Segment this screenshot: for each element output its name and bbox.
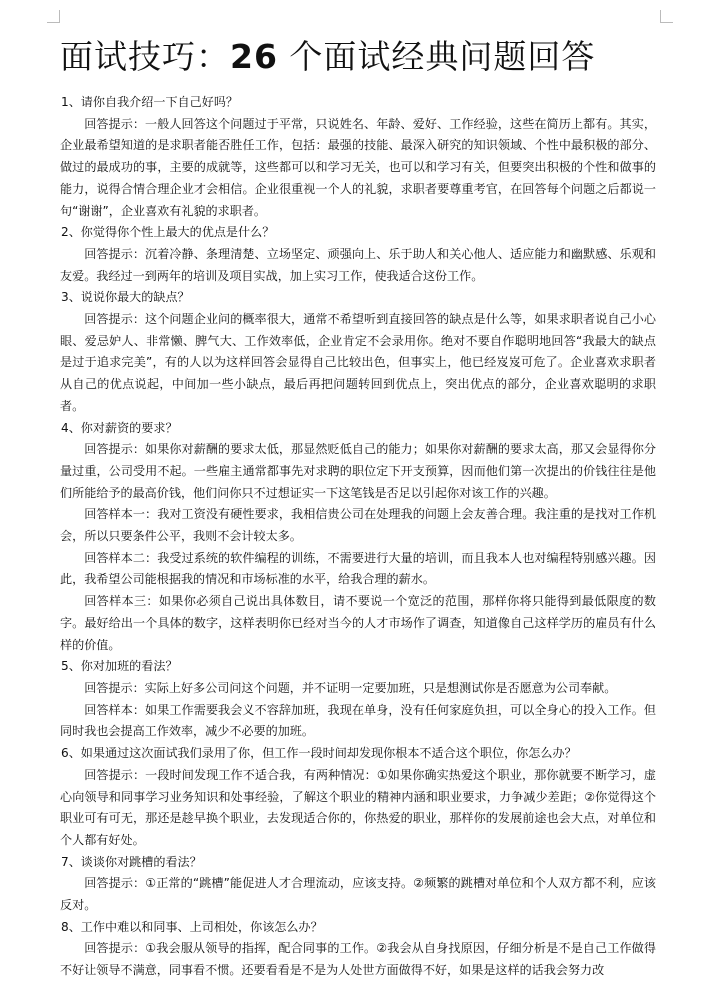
page-corner-mark-right <box>660 10 673 23</box>
title-prefix: 面试技巧： <box>60 37 230 76</box>
question-heading: 3、说说你最大的缺点？ <box>61 290 190 305</box>
answer-paragraph: 回答提示：沉着冷静、条理清楚、立场坚定、顽强向上、乐于助人和关心他人、适应能力和幽默感、乐观和友爱。我经过一到两年的培训及项目实战，加上实习工作，使我适合这份工作。 <box>60 246 656 283</box>
page-corner-mark-left <box>47 10 60 23</box>
document-page <box>60 34 656 982</box>
answer-paragraph: 回答提示：实际上好多公司问这个问题，并不证明一定要加班，只是想测试你是否愿意为公司奉献。 <box>84 680 617 695</box>
answer-paragraph: 回答样本二：我受过系统的软件编程的训练，不需要进行大量的培训，而且我本人也对编程特别感兴趣。因此，我希望公司能根据我的情况和市场标准的水平，给我合理的薪水。 <box>60 550 656 587</box>
question-heading: 4、你对薪资的要求？ <box>61 420 178 435</box>
question-heading: 5、你对加班的看法？ <box>61 659 178 674</box>
answer-paragraph: 回答提示：①我会服从领导的指挥，配合同事的工作。②我会从自身找原因，仔细分析是不是自己工作做得不好让领导不满意，同事看不惯。还要看看是不是为人处世方面做得不好，如果是这样的话我会努力改 <box>60 941 656 978</box>
question-heading: 7、谈谈你对跳槽的看法？ <box>61 854 202 869</box>
answer-paragraph: 回答提示：一段时间发现工作不适合我，有两种情况：①如果你确实热爱这个职业，那你就要不断学习，虚心向领导和同事学习业务知识和处事经验，了解这个职业的精神内涵和职业要求，力争减少差距；②你觉得这个职业可有可无，那还是趁早换个职业，去发现适合你的，你热爱的职业，那样你的发展前途也会大点，对单位和个人都有好处。 <box>60 767 656 847</box>
answer-paragraph: 回答提示：如果你对薪酬的要求太低，那显然贬低自己的能力；如果你对薪酬的要求太高，那又会显得你分量过重，公司受用不起。一些雇主通常都事先对求聘的职位定下开支预算，因而他们第一次提出的价钱往往是他们所能给予的最高价钱，他们问你只不过想证实一下这笔钱是否足以引起你对该工作的兴趣。 <box>60 442 656 500</box>
question-heading: 2、你觉得你个性上最大的优点是什么？ <box>61 225 275 240</box>
answer-paragraph: 回答样本一：我对工资没有硬性要求，我相信贵公司在处理我的问题上会友善合理。我注重的是找对工作机会，所以只要条件公平，我则不会计较太多。 <box>60 507 656 544</box>
answer-paragraph: 回答样本：如果工作需要我会义不容辞加班，我现在单身，没有任何家庭负担，可以全身心的投入工作。但同时我也会提高工作效率，减少不必要的加班。 <box>60 702 656 739</box>
question-heading: 1、请你自我介绍一下自己好吗？ <box>61 95 239 109</box>
question-heading: 6、如果通过这次面试我们录用了你，但工作一段时间却发现你根本不适合这个职位，你怎么办？ <box>61 746 577 761</box>
answer-paragraph: 回答提示：①正常的“跳槽”能促进人才合理流动，应该支持。②频繁的跳槽对单位和个人双方都不利，应该反对。 <box>60 876 656 913</box>
document-body <box>60 92 656 982</box>
answer-paragraph: 回答提示：这个问题企业问的概率很大，通常不希望听到直接回答的缺点是什么等，如果求职者说自己小心眼、爱忌妒人、非常懒、脾气大、工作效率低，企业肯定不会录用你。绝对不要自作聪明地回答“我最大的缺点是过于追求完美”，有的人以为这样回答会显得自己比较出色，但事实上，他已经岌岌可危了。企业喜欢求职者从自己的优点说起，中间加一些小缺点，最后再把问题转回到优点上，突出优点的部分，企业喜欢聪明的求职者。 <box>60 312 656 413</box>
question-heading: 8、工作中难以和同事、上司相处，你该怎么办？ <box>61 919 323 934</box>
answer-paragraph: 回答样本三：如果你必须自己说出具体数目，请不要说一个宽泛的范围，那样你将只能得到最低限度的数字。最好给出一个具体的数字，这样表明你已经对当今的人才市场作了调查，知道像自己这样学历的雇员有什么样的价值。 <box>60 594 656 652</box>
title-number: 26 <box>230 37 278 76</box>
answer-paragraph: 回答提示：一般人回答这个问题过于平常，只说姓名、年龄、爱好、工作经验，这些在简历上都有。其实，企业最希望知道的是求职者能否胜任工作，包括：最强的技能、最深入研究的知识领域、个性中最积极的部分、做过的最成功的事，主要的成就等，这些都可以和学习无关，也可以和学习有关，但要突出积极的个性和做事的能力，说得合情合理企业才会相信。企业很重视一个人的礼貌，求职者要尊重考官，在回答每个问题之后都说一句“谢谢”，企业喜欢有礼貌的求职者。 <box>60 116 656 218</box>
title-suffix: 个面试经典问题回答 <box>277 37 596 76</box>
document-title <box>60 34 656 80</box>
